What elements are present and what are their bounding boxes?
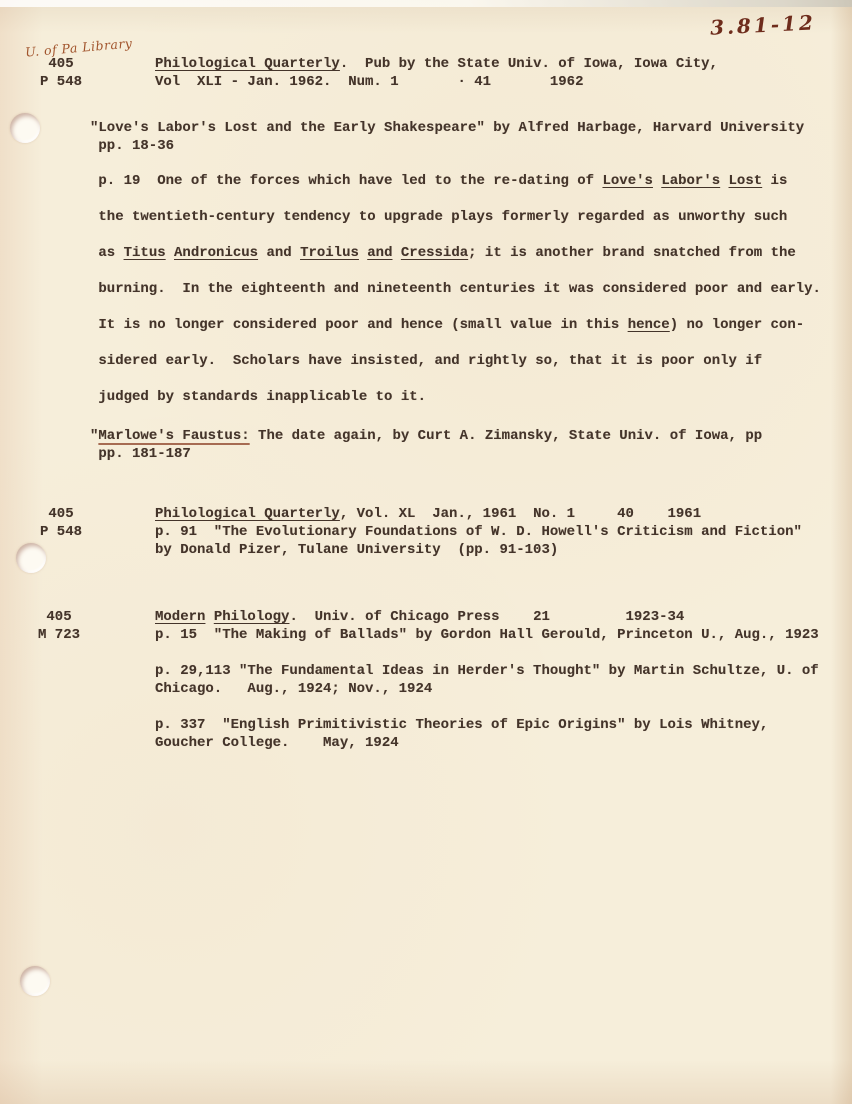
excerpt-line [90,343,821,379]
text-segment: Vol XLI - Jan. 1962. Num. 1 · 41 1962 [155,74,584,90]
text-segment: by Donald Pizer, Tulane University (pp. 91-103) [155,542,559,558]
article-citation-line [155,626,819,644]
article-citation-line [155,734,819,752]
excerpt-line [90,163,821,199]
article-pages-line [90,137,804,155]
article-citation-harbage [90,119,804,155]
text-segment: sidered early. Scholars have insisted, and rightly so, that it is poor only if [90,353,763,369]
call-number-line: M 723 [38,627,81,643]
text-segment [166,245,174,261]
article-pages-line [90,445,762,463]
punch-hole [20,966,50,996]
text-segment: . Univ. of Chicago Press 21 1923-34 [289,609,685,625]
text-segment: pp. 18-36 [90,138,175,154]
text-segment: is [762,173,788,189]
entry3-citation [155,608,819,752]
entry1-journal-header [155,55,718,91]
article-citation-line [155,680,819,698]
underlined-text: Philology [213,609,290,625]
text-segment: burning. In the eighteenth and nineteenth centuries it was considered poor and early. [90,281,821,297]
article-title-line [155,523,802,541]
underlined-text: Labor's [661,173,721,189]
text-segment: p. 29,113 "The Fundamental Ideas in Herder's Thought" by Martin Schultze, U. of [155,663,819,679]
article-citation-zimansky [90,427,762,463]
journal-title-line [155,505,802,523]
call-number-line: 405 [40,56,74,72]
entry2-call-number [40,505,82,541]
article-title-line [90,119,804,137]
text-segment: judged by standards inapplicable to it. [90,389,427,405]
underlined-text: Love's [602,173,653,189]
excerpt-line [90,271,821,307]
text-segment: The date again, by Curt A. Zimansky, State Univ. of Iowa, pp [249,428,763,444]
underlined-text: and [367,245,393,261]
underlined-text: Modern [155,609,206,625]
text-segment: as [90,245,124,261]
excerpt-line [90,379,821,415]
text-segment: ; it is another brand snatched from the [468,245,796,261]
text-segment: p. 15 "The Making of Ballads" by Gordon Hall Gerould, Princeton U., Aug., 1923 [155,627,819,643]
excerpt-paragraph [90,163,821,415]
underlined-text: Lost [728,173,763,189]
underlined-text: Philological Quarterly [155,506,340,522]
article-author-line [155,541,802,559]
text-segment: p. 337 "English Primitivistic Theories of Epic Origins" by Lois Whitney, [155,717,769,733]
excerpt-line [90,307,821,343]
text-segment: p. 19 One of the forces which have led to the re-dating of [90,173,603,189]
excerpt-line [90,199,821,235]
entry1-call-number [40,55,82,91]
text-segment: ) no longer con- [669,317,805,333]
underlined-text: hence [627,317,670,333]
text-segment [205,609,213,625]
text-segment: and [258,245,301,261]
underlined-text: Cressida [400,245,469,261]
blank-line [155,698,819,716]
text-segment: Goucher College. May, 1924 [155,735,399,751]
call-number-line: 405 [40,506,74,522]
handwritten-library-stamp: U. of Pa Library [24,35,133,60]
journal-volume-line [155,73,718,91]
text-segment [720,173,728,189]
journal-title-line [155,608,819,626]
handwritten-file-number: 3.81-12 [709,10,817,40]
call-number-line: P 548 [40,74,83,90]
punch-hole [10,113,40,143]
text-segment: Chicago. Aug., 1924; Nov., 1924 [155,681,433,697]
underlined-text: Marlowe's Faustus: [98,428,250,444]
text-segment: pp. 181-187 [90,446,191,462]
underlined-text: Titus [123,245,166,261]
entry3-call-number [38,608,80,644]
article-title-line [90,427,762,445]
article-citation-line [155,716,819,734]
scan-edge [0,0,852,7]
call-number-line: 405 [38,609,72,625]
journal-title-line [155,55,718,73]
text-segment: , Vol. XL Jan., 1961 No. 1 40 1961 [339,506,702,522]
underlined-text: Philological Quarterly [155,56,340,72]
text-segment: the twentieth-century tendency to upgrade plays formerly regarded as unworthy such [90,209,788,225]
underlined-text: Andronicus [174,245,259,261]
punch-hole [16,543,46,573]
article-citation-line [155,662,819,680]
text-segment: . Pub by the State Univ. of Iowa, Iowa City, [339,56,718,72]
text-segment: " [90,428,99,444]
blank-line [155,644,819,662]
text-segment: p. 91 "The Evolutionary Foundations of W. D. Howell's Criticism and Fiction" [155,524,802,540]
text-segment [393,245,401,261]
text-segment: "Love's Labor's Lost and the Early Shakespeare" by Alfred Harbage, Harvard University [90,120,805,136]
excerpt-line [90,235,821,271]
underlined-text: Troilus [300,245,359,261]
call-number-line: P 548 [40,524,83,540]
entry2-citation [155,505,802,559]
text-segment: It is no longer considered poor and hence (small value in this [90,317,628,333]
